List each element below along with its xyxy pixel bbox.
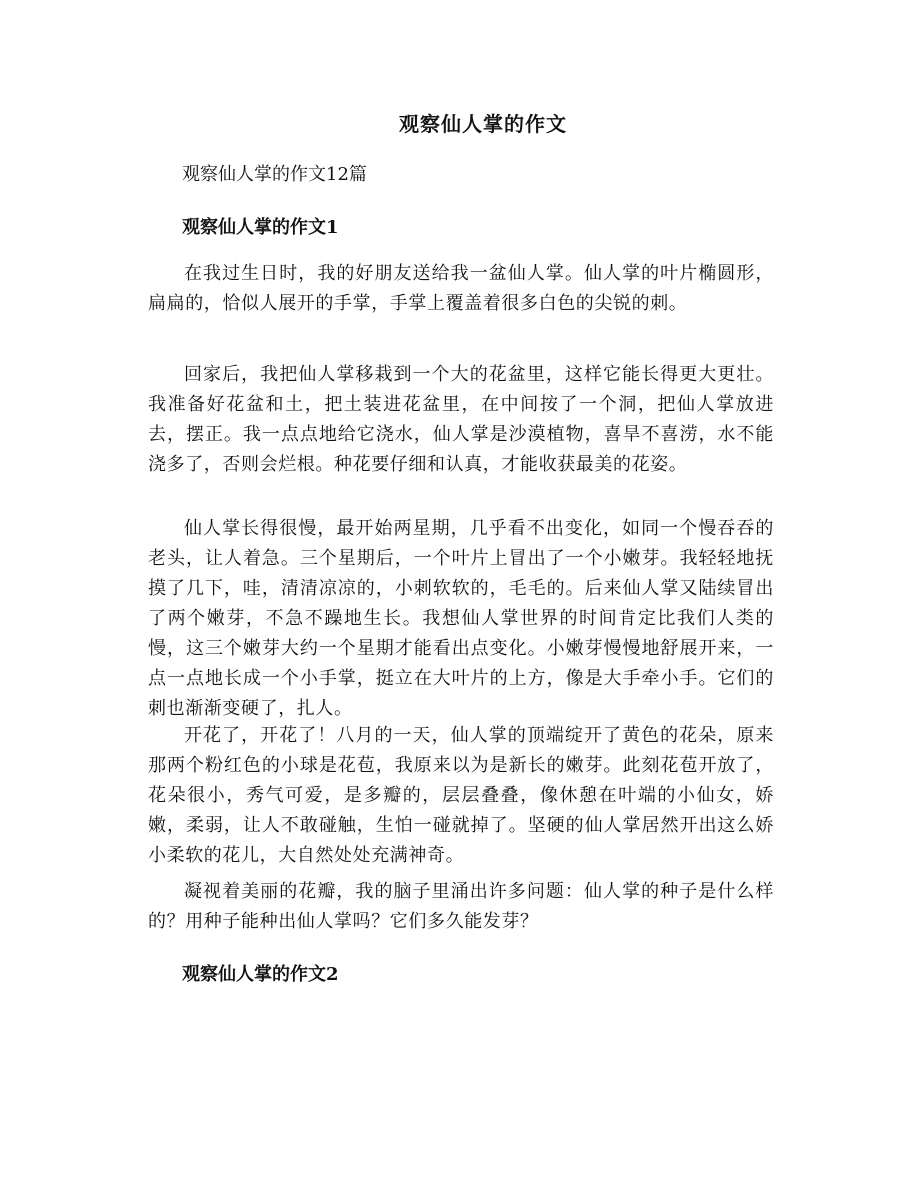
document-title: 观察仙人掌的作文 [399,112,567,136]
paragraph-3: 仙人掌长得很慢，最开始两星期，几乎看不出变化，如同一个慢吞吞的老头，让人着急。三个星期后，一个叶片上冒出了一个小嫩芽。我轻轻地抚摸了几下，哇，清清凉凉的，小刺软软的，毛毛的。后来仙人掌又陆续冒出了两个嫩芽，不急不躁地生长。我想仙人掌世界的时间肯定比我们人类的慢，这三个嫩芽大约一个星期才能看出点变化。小嫩芽慢慢地舒展开来，一点一点地长成一个小手掌，挺立在大叶片的上方，像是大手牵小手。它们的刺也渐渐变硬了，扎人。 [148,518,774,719]
section-heading-2: 观察仙人掌的作文2 [182,964,339,985]
document-subtitle: 观察仙人掌的作文12篇 [182,164,367,185]
paragraph-4: 开花了，开花了！八月的一天，仙人掌的顶端绽开了黄色的花朵，原来那两个粉红色的小球是花苞，我原来以为是新长的嫩芽。此刻花苞开放了，花朵很小，秀气可爱，是多瓣的，层层叠叠，像休憩在叶端的小仙女，娇嫩，柔弱，让人不敢碰触，生怕一碰就掉了。坚硬的仙人掌居然开出这么娇小柔软的花儿，大自然处处充满神奇。 [148,725,774,866]
paragraph-2: 回家后，我把仙人掌移栽到一个大的花盆里，这样它能长得更大更壮。我准备好花盆和土，把土装进花盆里，在中间按了一个洞，把仙人掌放进去，摆正。我一点点地给它浇水，仙人掌是沙漠植物，喜旱不喜涝，水不能浇多了，否则会烂根。种花要仔细和认真，才能收获最美的花姿。 [148,364,774,475]
paragraph-5: 凝视着美丽的花瓣，我的脑子里涌出许多问题：仙人掌的种子是什么样的？用种子能种出仙人掌吗？它们多久能发芽？ [148,881,774,932]
paragraph-1: 在我过生日时，我的好朋友送给我一盆仙人掌。仙人掌的叶片椭圆形，扁扁的，恰似人展开的手掌，手掌上覆盖着很多白色的尖锐的刺。 [148,263,774,314]
section-heading-1: 观察仙人掌的作文1 [182,217,339,238]
